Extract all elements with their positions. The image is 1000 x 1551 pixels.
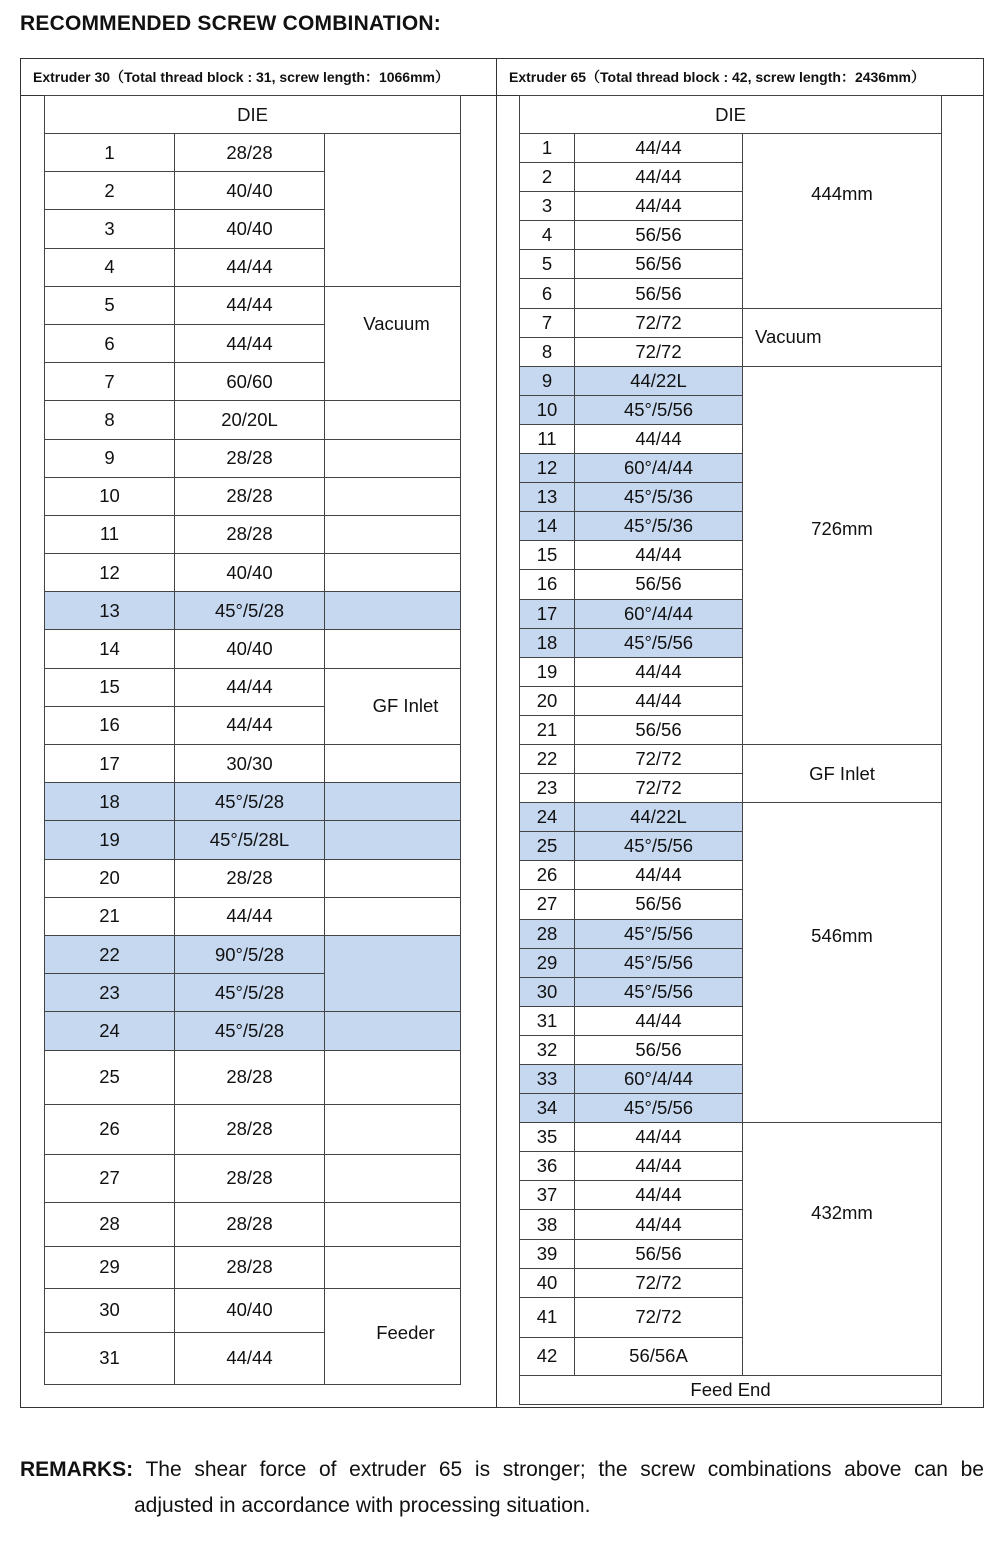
screw-element: 44/44 bbox=[175, 286, 325, 324]
block-number: 18 bbox=[520, 628, 575, 657]
screw-element: 40/40 bbox=[175, 210, 325, 248]
screw-element: 28/28 bbox=[175, 477, 325, 515]
extruder30-die-header: DIE bbox=[45, 96, 461, 134]
screw-element: 44/44 bbox=[575, 1210, 743, 1239]
block-number: 32 bbox=[520, 1035, 575, 1064]
block-number: 21 bbox=[45, 897, 175, 935]
screw-element: 72/72 bbox=[575, 1268, 743, 1297]
screw-element: 44/22L bbox=[575, 366, 743, 395]
block-number: 37 bbox=[520, 1181, 575, 1210]
table-row bbox=[45, 935, 461, 973]
block-number: 27 bbox=[520, 890, 575, 919]
screw-element: 44/44 bbox=[575, 1006, 743, 1035]
table-row bbox=[45, 745, 461, 783]
screw-element: 44/44 bbox=[575, 657, 743, 686]
block-number: 29 bbox=[45, 1246, 175, 1288]
center-divider bbox=[496, 59, 497, 1407]
table-row bbox=[520, 803, 942, 832]
screw-element: 45°/5/28 bbox=[175, 592, 325, 630]
screw-element: 45°/5/56 bbox=[575, 948, 743, 977]
screw-element: 28/28 bbox=[175, 1202, 325, 1246]
screw-element: 56/56 bbox=[575, 279, 743, 308]
screw-element: 20/20L bbox=[175, 401, 325, 439]
length-726-label: 726mm bbox=[743, 366, 942, 744]
screw-element: 45°/5/56 bbox=[575, 1094, 743, 1123]
block-number: 7 bbox=[520, 308, 575, 337]
extruder30-table bbox=[44, 95, 461, 1385]
screw-element: 60°/4/44 bbox=[575, 454, 743, 483]
table-row bbox=[45, 554, 461, 592]
block-number: 38 bbox=[520, 1210, 575, 1239]
block-number: 1 bbox=[45, 134, 175, 172]
block-number: 26 bbox=[520, 861, 575, 890]
screw-element: 28/28 bbox=[175, 1246, 325, 1288]
table-row bbox=[45, 897, 461, 935]
table-row bbox=[45, 477, 461, 515]
block-number: 23 bbox=[45, 974, 175, 1012]
table-row bbox=[45, 1288, 461, 1332]
screw-element: 44/44 bbox=[575, 541, 743, 570]
block-number: 15 bbox=[520, 541, 575, 570]
block-number: 13 bbox=[520, 483, 575, 512]
block-number: 3 bbox=[45, 210, 175, 248]
block-number: 12 bbox=[520, 454, 575, 483]
block-number: 29 bbox=[520, 948, 575, 977]
screw-element: 56/56 bbox=[575, 570, 743, 599]
screw-element: 56/56 bbox=[575, 1035, 743, 1064]
remarks-text-1: The shear force of extruder 65 is stronger; the screw combinations above can be bbox=[145, 1458, 984, 1481]
screw-element: 72/72 bbox=[575, 1297, 743, 1337]
remarks-line-1 bbox=[20, 1452, 984, 1488]
screw-element: 45°/5/28L bbox=[175, 821, 325, 859]
block-number: 8 bbox=[45, 401, 175, 439]
block-number: 31 bbox=[520, 1006, 575, 1035]
screw-element: 40/40 bbox=[175, 630, 325, 668]
block-number: 14 bbox=[45, 630, 175, 668]
screw-element: 44/44 bbox=[175, 668, 325, 706]
block-number: 28 bbox=[520, 919, 575, 948]
block-number: 20 bbox=[520, 686, 575, 715]
block-number: 6 bbox=[520, 279, 575, 308]
extruder30-header: Extruder 30（Total thread block : 31, screw length：1066mm） bbox=[33, 69, 449, 85]
screw-element: 45°/5/56 bbox=[575, 977, 743, 1006]
screw-element: 45°/5/28 bbox=[175, 1012, 325, 1050]
screw-element: 60°/4/44 bbox=[575, 599, 743, 628]
vacuum-label: Vacuum bbox=[325, 286, 461, 401]
block-number: 34 bbox=[520, 1094, 575, 1123]
length-444-label: 444mm bbox=[743, 134, 942, 309]
screw-element: 45°/5/56 bbox=[575, 919, 743, 948]
screw-element: 56/56 bbox=[575, 715, 743, 744]
block-number: 24 bbox=[45, 1012, 175, 1050]
table-row bbox=[45, 1012, 461, 1050]
block-number: 17 bbox=[520, 599, 575, 628]
extruder65-header: Extruder 65（Total thread block : 42, screw length：2436mm） bbox=[509, 69, 925, 85]
screw-element: 44/44 bbox=[175, 706, 325, 744]
table-row bbox=[45, 783, 461, 821]
table-row bbox=[45, 668, 461, 706]
table-row bbox=[45, 1050, 461, 1104]
screw-element: 45°/5/56 bbox=[575, 395, 743, 424]
table-row bbox=[45, 1246, 461, 1288]
vacuum-label: Vacuum bbox=[743, 308, 942, 366]
table-row bbox=[45, 401, 461, 439]
block-number: 7 bbox=[45, 363, 175, 401]
screw-element: 72/72 bbox=[575, 337, 743, 366]
table-row bbox=[45, 286, 461, 324]
empty-cell bbox=[325, 1246, 461, 1288]
screw-element: 56/56 bbox=[575, 1239, 743, 1268]
block-number: 26 bbox=[45, 1104, 175, 1154]
empty-cell bbox=[325, 1154, 461, 1202]
empty-cell bbox=[325, 592, 461, 630]
gf-inlet-label: GF Inlet bbox=[743, 744, 942, 802]
block-number: 3 bbox=[520, 192, 575, 221]
table-row bbox=[45, 515, 461, 553]
block-number: 17 bbox=[45, 745, 175, 783]
screw-element: 45°/5/56 bbox=[575, 832, 743, 861]
block-number: 5 bbox=[520, 250, 575, 279]
table-row bbox=[45, 134, 461, 172]
block-number: 5 bbox=[45, 286, 175, 324]
screw-element: 60/60 bbox=[175, 363, 325, 401]
extruder65-feed-end-label: Feed End bbox=[520, 1375, 942, 1404]
table-row bbox=[520, 366, 942, 395]
screw-element: 72/72 bbox=[575, 744, 743, 773]
screw-element: 44/22L bbox=[575, 803, 743, 832]
table-row bbox=[520, 308, 942, 337]
extruder65-table bbox=[519, 95, 942, 1405]
block-number: 40 bbox=[520, 1268, 575, 1297]
screw-element: 44/44 bbox=[575, 424, 743, 453]
remarks-text-2: adjusted in accordance with processing situation. bbox=[134, 1494, 591, 1517]
empty-cell bbox=[325, 401, 461, 439]
block-number: 14 bbox=[520, 512, 575, 541]
remarks-label: REMARKS: bbox=[20, 1458, 134, 1481]
empty-cell bbox=[325, 1050, 461, 1104]
block-number: 1 bbox=[520, 134, 575, 163]
block-number: 6 bbox=[45, 324, 175, 362]
block-number: 23 bbox=[520, 774, 575, 803]
block-number: 10 bbox=[45, 477, 175, 515]
block-number: 4 bbox=[520, 221, 575, 250]
screw-element: 44/44 bbox=[175, 248, 325, 286]
empty-cell bbox=[325, 515, 461, 553]
table-row bbox=[45, 859, 461, 897]
empty-cell bbox=[325, 630, 461, 668]
screw-element: 72/72 bbox=[575, 308, 743, 337]
screw-element: 28/28 bbox=[175, 134, 325, 172]
screw-element: 44/44 bbox=[575, 192, 743, 221]
screw-element: 45°/5/56 bbox=[575, 628, 743, 657]
page-title: RECOMMENDED SCREW COMBINATION: bbox=[20, 12, 441, 35]
remarks bbox=[20, 1452, 984, 1524]
block-number: 10 bbox=[520, 395, 575, 424]
feeder-label: Feeder bbox=[325, 1288, 461, 1384]
empty-cell bbox=[325, 745, 461, 783]
screw-element: 90°/5/28 bbox=[175, 935, 325, 973]
block-number: 4 bbox=[45, 248, 175, 286]
block-number: 28 bbox=[45, 1202, 175, 1246]
screw-element: 44/44 bbox=[575, 163, 743, 192]
block-number: 2 bbox=[45, 172, 175, 210]
screw-element: 40/40 bbox=[175, 172, 325, 210]
block-number: 31 bbox=[45, 1332, 175, 1384]
empty-cell bbox=[325, 783, 461, 821]
screw-element: 30/30 bbox=[175, 745, 325, 783]
screw-element: 28/28 bbox=[175, 859, 325, 897]
screw-element: 56/56 bbox=[575, 250, 743, 279]
screw-element: 28/28 bbox=[175, 439, 325, 477]
empty-cell bbox=[325, 859, 461, 897]
block-number: 41 bbox=[520, 1297, 575, 1337]
block-number: 13 bbox=[45, 592, 175, 630]
block-number: 9 bbox=[45, 439, 175, 477]
empty-cell bbox=[325, 439, 461, 477]
block-number: 30 bbox=[520, 977, 575, 1006]
screw-element: 45°/5/28 bbox=[175, 974, 325, 1012]
block-number: 25 bbox=[520, 832, 575, 861]
screw-element: 45°/5/36 bbox=[575, 512, 743, 541]
table-row bbox=[45, 1202, 461, 1246]
table-row bbox=[45, 821, 461, 859]
block-number: 22 bbox=[520, 744, 575, 773]
screw-element: 44/44 bbox=[575, 1123, 743, 1152]
table-row bbox=[520, 1123, 942, 1152]
screw-element: 56/56 bbox=[575, 221, 743, 250]
table-row bbox=[45, 439, 461, 477]
empty-cell bbox=[325, 821, 461, 859]
block-number: 19 bbox=[45, 821, 175, 859]
block-number: 21 bbox=[520, 715, 575, 744]
length-432-label: 432mm bbox=[743, 1123, 942, 1376]
screw-element: 44/44 bbox=[175, 324, 325, 362]
block-number: 16 bbox=[520, 570, 575, 599]
block-number: 33 bbox=[520, 1065, 575, 1094]
table-row bbox=[520, 134, 942, 163]
block-number: 9 bbox=[520, 366, 575, 395]
block-number: 24 bbox=[520, 803, 575, 832]
block-number: 2 bbox=[520, 163, 575, 192]
block-number: 36 bbox=[520, 1152, 575, 1181]
block-number: 42 bbox=[520, 1337, 575, 1375]
block-number: 12 bbox=[45, 554, 175, 592]
block-number: 35 bbox=[520, 1123, 575, 1152]
table-row bbox=[520, 744, 942, 773]
screw-element: 44/44 bbox=[575, 686, 743, 715]
block-number: 18 bbox=[45, 783, 175, 821]
empty-cell bbox=[325, 477, 461, 515]
block-number: 30 bbox=[45, 1288, 175, 1332]
block-number: 20 bbox=[45, 859, 175, 897]
screw-element: 28/28 bbox=[175, 515, 325, 553]
block-number: 39 bbox=[520, 1239, 575, 1268]
table-row bbox=[45, 592, 461, 630]
screw-element: 60°/4/44 bbox=[575, 1065, 743, 1094]
screw-element: 44/44 bbox=[175, 1332, 325, 1384]
block-number: 16 bbox=[45, 706, 175, 744]
empty-cell bbox=[325, 935, 461, 1011]
length-546-label: 546mm bbox=[743, 803, 942, 1123]
block-number: 19 bbox=[520, 657, 575, 686]
block-number: 15 bbox=[45, 668, 175, 706]
gf-inlet-label: GF Inlet bbox=[325, 668, 461, 744]
block-number: 22 bbox=[45, 935, 175, 973]
screw-element: 28/28 bbox=[175, 1104, 325, 1154]
screw-element: 44/44 bbox=[575, 1152, 743, 1181]
block-number: 11 bbox=[45, 515, 175, 553]
extruder65-die-header: DIE bbox=[520, 96, 942, 134]
table-row bbox=[45, 1154, 461, 1202]
screw-element: 44/44 bbox=[575, 134, 743, 163]
screw-element: 44/44 bbox=[575, 861, 743, 890]
screw-element: 44/44 bbox=[175, 897, 325, 935]
screw-element: 45°/5/28 bbox=[175, 783, 325, 821]
empty-cell bbox=[325, 897, 461, 935]
screw-element: 28/28 bbox=[175, 1154, 325, 1202]
empty-cell bbox=[325, 554, 461, 592]
screw-element: 45°/5/36 bbox=[575, 483, 743, 512]
screw-element: 56/56 bbox=[575, 890, 743, 919]
screw-element: 44/44 bbox=[575, 1181, 743, 1210]
screw-element: 40/40 bbox=[175, 554, 325, 592]
empty-cell bbox=[325, 134, 461, 287]
block-number: 27 bbox=[45, 1154, 175, 1202]
empty-cell bbox=[325, 1202, 461, 1246]
table-row bbox=[45, 1104, 461, 1154]
screw-element: 28/28 bbox=[175, 1050, 325, 1104]
empty-cell bbox=[325, 1012, 461, 1050]
screw-element: 40/40 bbox=[175, 1288, 325, 1332]
empty-cell bbox=[325, 1104, 461, 1154]
block-number: 11 bbox=[520, 424, 575, 453]
screw-element: 56/56A bbox=[575, 1337, 743, 1375]
block-number: 8 bbox=[520, 337, 575, 366]
block-number: 25 bbox=[45, 1050, 175, 1104]
table-row bbox=[45, 630, 461, 668]
screw-element: 72/72 bbox=[575, 774, 743, 803]
